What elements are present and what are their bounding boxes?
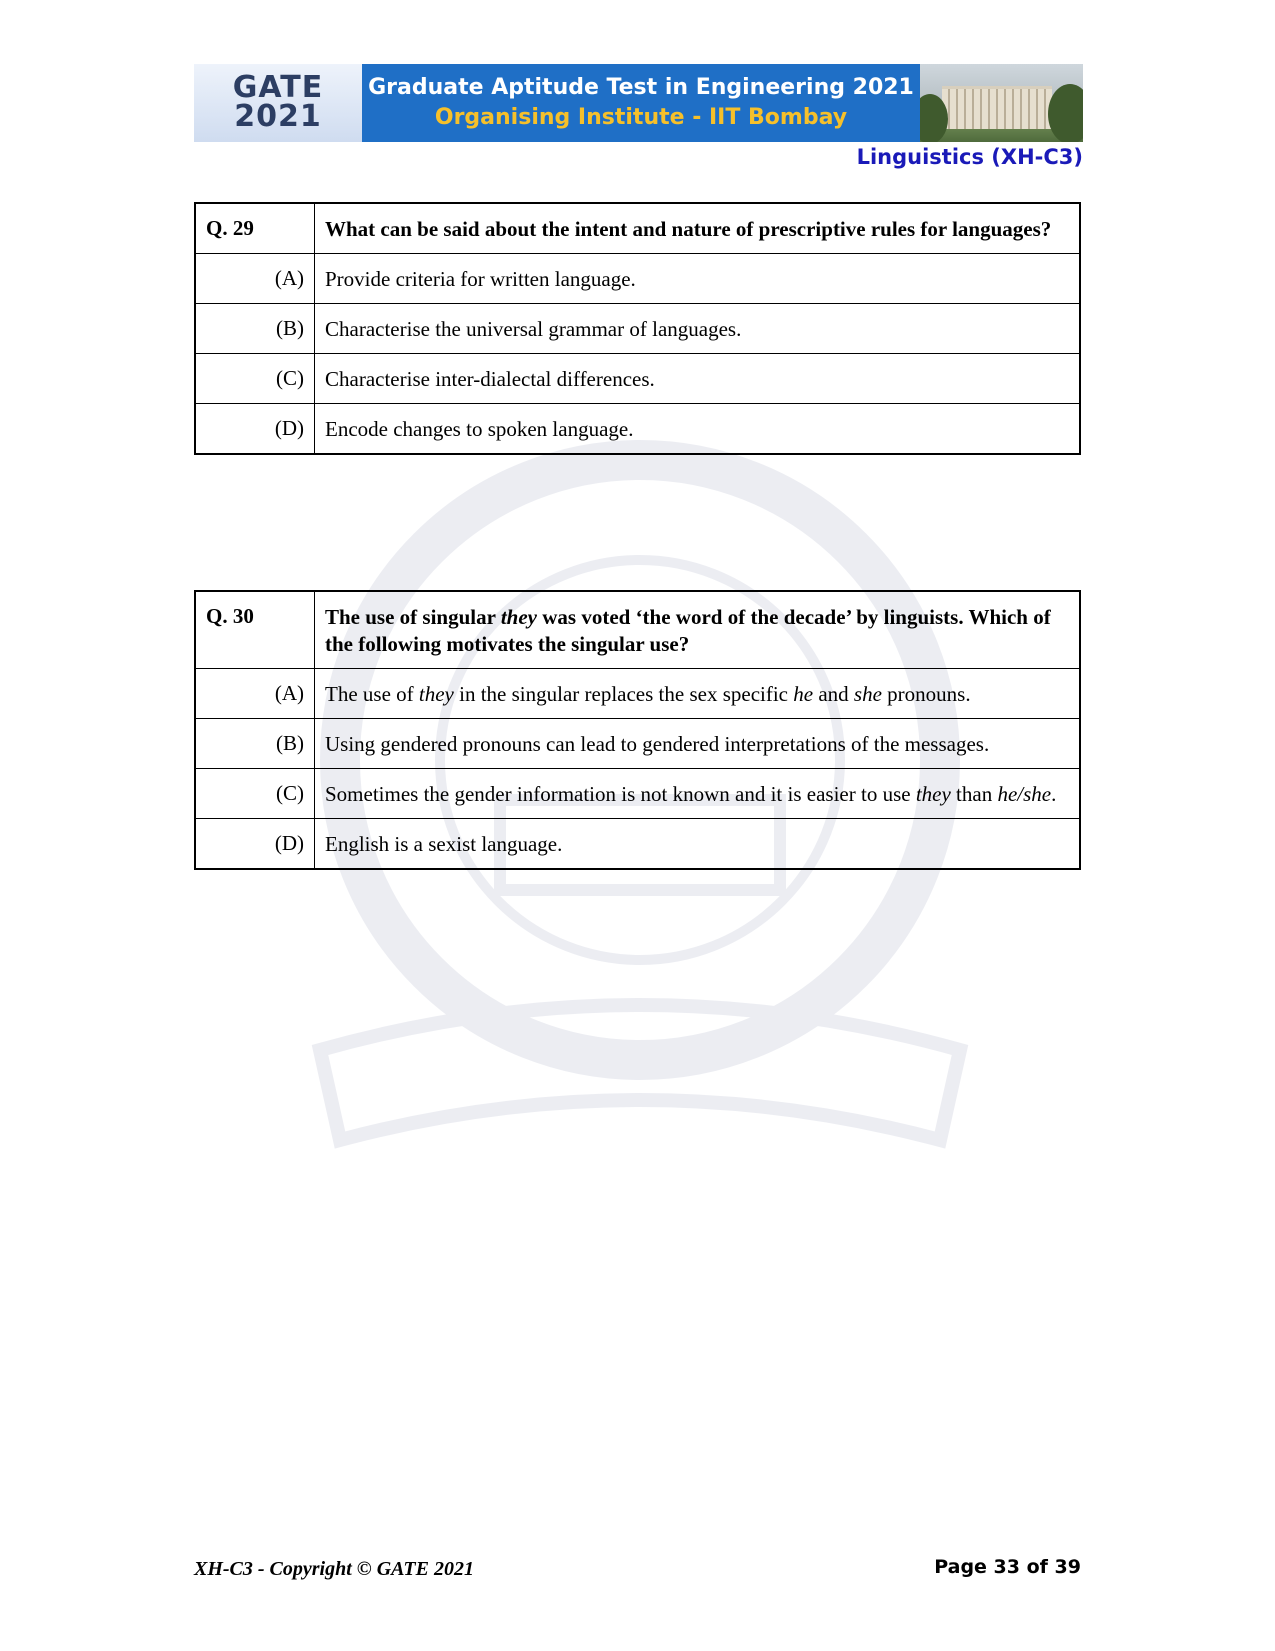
organising-institute: Organising Institute - IIT Bombay bbox=[434, 105, 848, 130]
option-label: (A) bbox=[195, 254, 315, 304]
gate-logo bbox=[194, 64, 362, 142]
option-text: English is a sexist language. bbox=[315, 819, 1081, 870]
option-row-d[interactable] bbox=[195, 819, 1080, 870]
tree-image bbox=[1048, 84, 1083, 142]
text-part: . bbox=[1051, 782, 1057, 806]
header-banner bbox=[194, 64, 1083, 142]
logo-gate-text: GATE bbox=[232, 70, 324, 105]
option-row-b[interactable] bbox=[195, 719, 1080, 769]
option-label: (C) bbox=[195, 769, 315, 819]
page-number: Page 33 of 39 bbox=[934, 1556, 1081, 1578]
option-text: Encode changes to spoken language. bbox=[315, 404, 1081, 455]
option-row-a[interactable] bbox=[195, 254, 1080, 304]
text-part: than bbox=[950, 782, 998, 806]
option-text bbox=[315, 669, 1081, 719]
question-29-table bbox=[194, 202, 1081, 455]
option-text bbox=[315, 769, 1081, 819]
option-text: Using gendered pronouns can lead to gendered interpretations of the messages. bbox=[315, 719, 1081, 769]
option-row-d[interactable] bbox=[195, 404, 1080, 455]
text-part: and bbox=[813, 682, 854, 706]
question-row bbox=[195, 591, 1080, 669]
italic-text: she bbox=[853, 682, 882, 706]
banner-title bbox=[362, 64, 920, 142]
building-image bbox=[942, 86, 1052, 129]
campus-photo bbox=[920, 64, 1083, 142]
option-text: Characterise the universal grammar of languages. bbox=[315, 304, 1081, 354]
footer-copyright: XH-C3 - Copyright © GATE 2021 bbox=[194, 1558, 474, 1580]
option-row-b[interactable] bbox=[195, 304, 1080, 354]
italic-text: he/she bbox=[997, 782, 1052, 806]
option-label: (D) bbox=[195, 404, 315, 455]
text-part: was voted ‘the word of the decade’ by linguists. Which of the following motivates the singular use? bbox=[325, 605, 1051, 656]
exam-title: Graduate Aptitude Test in Engineering 2021 bbox=[368, 75, 914, 100]
option-text: Provide criteria for written language. bbox=[315, 254, 1081, 304]
question-row bbox=[195, 203, 1080, 254]
question-number: Q. 29 bbox=[195, 203, 315, 254]
italic-text: they bbox=[418, 682, 454, 706]
option-row-c[interactable] bbox=[195, 354, 1080, 404]
option-label: (C) bbox=[195, 354, 315, 404]
question-text bbox=[315, 591, 1081, 669]
text-part: pronouns. bbox=[881, 682, 971, 706]
question-number: Q. 30 bbox=[195, 591, 315, 669]
option-label: (B) bbox=[195, 304, 315, 354]
logo-year-text: 2021 bbox=[234, 99, 322, 134]
option-label: (D) bbox=[195, 819, 315, 870]
option-row-a[interactable] bbox=[195, 669, 1080, 719]
text-part: Sometimes the gender information is not known and it is easier to use bbox=[325, 782, 916, 806]
text-part: The use of singular bbox=[325, 605, 501, 629]
option-label: (B) bbox=[195, 719, 315, 769]
italic-text: he bbox=[793, 682, 814, 706]
text-part: in the singular replaces the sex specific bbox=[453, 682, 794, 706]
option-text: Characterise inter-dialectal differences. bbox=[315, 354, 1081, 404]
italic-text: they bbox=[915, 782, 951, 806]
question-30-table bbox=[194, 590, 1081, 870]
question-text: What can be said about the intent and nature of prescriptive rules for languages? bbox=[315, 203, 1081, 254]
option-row-c[interactable] bbox=[195, 769, 1080, 819]
option-label: (A) bbox=[195, 669, 315, 719]
subject-title: Linguistics (XH-C3) bbox=[856, 145, 1083, 169]
italic-text: they bbox=[500, 605, 537, 629]
text-part: The use of bbox=[325, 682, 419, 706]
